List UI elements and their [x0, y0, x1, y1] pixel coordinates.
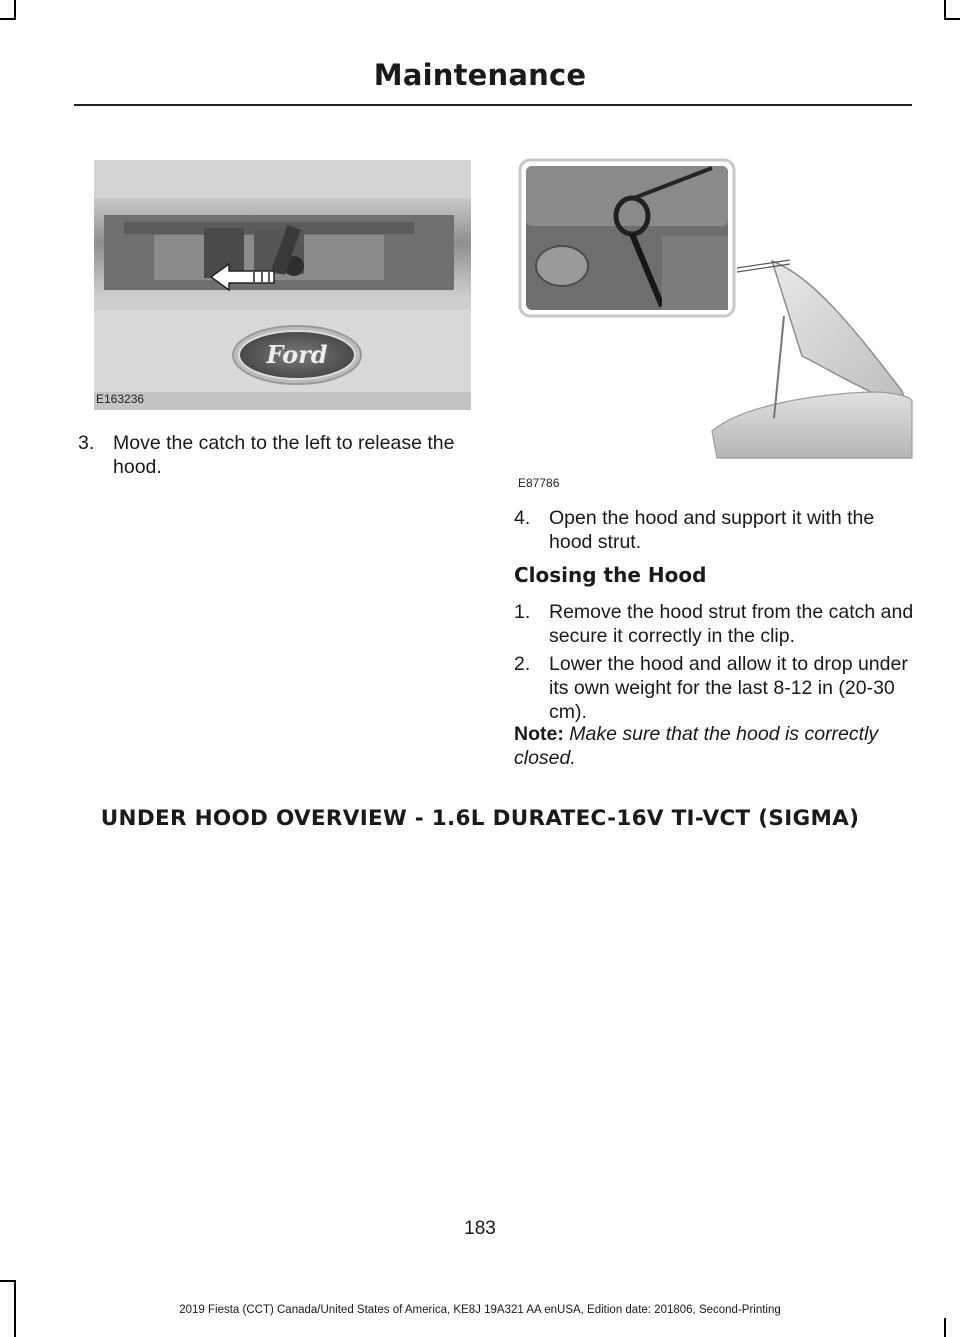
crop-mark [944, 0, 946, 20]
ford-badge-text: Ford [266, 340, 328, 369]
section-heading: UNDER HOOD OVERVIEW - 1.6L DURATEC-16V TI-VCT (SIGMA) [100, 806, 860, 831]
step-number: 3. [78, 432, 95, 454]
footer-text: 2019 Fiesta (CCT) Canada/United States of America, KE8J 19A321 AA enUSA, Edition date: 201806, Second-Printing [179, 1304, 781, 1316]
note [514, 722, 910, 770]
note-label: Note: [514, 723, 564, 745]
note-text: Make sure that the hood is correctly closed. [514, 723, 879, 769]
step-text: Open the hood and support it with the hood strut. [549, 507, 875, 553]
step-text: Remove the hood strut from the catch and secure it correctly in the clip. [549, 601, 914, 647]
hood-catch-image [94, 160, 471, 410]
open-hood-illustration [512, 156, 912, 490]
crop-mark [14, 0, 16, 20]
crop-mark [944, 1318, 946, 1337]
step-number: 2. [514, 653, 531, 675]
crop-mark [944, 18, 960, 20]
figure-id-label: E87786 [518, 476, 560, 490]
step-text: Lower the hood and allow it to drop under its own weight for the last 8-12 in (20-30 cm). [549, 653, 908, 723]
step-number: 1. [514, 601, 531, 623]
figure-id-label: E163236 [96, 392, 145, 406]
page-title: Maintenance [373, 58, 587, 92]
step-text: Move the catch to the left to release the hood. [113, 432, 455, 478]
page-number: 183 [464, 1218, 496, 1239]
closing-hood-heading: Closing the Hood [514, 563, 707, 587]
hood-catch-illustration [94, 160, 471, 410]
crop-mark [0, 1280, 16, 1282]
crop-mark [0, 18, 16, 20]
header-divider [74, 104, 912, 106]
open-hood-image [512, 156, 912, 466]
step-number: 4. [514, 507, 531, 529]
